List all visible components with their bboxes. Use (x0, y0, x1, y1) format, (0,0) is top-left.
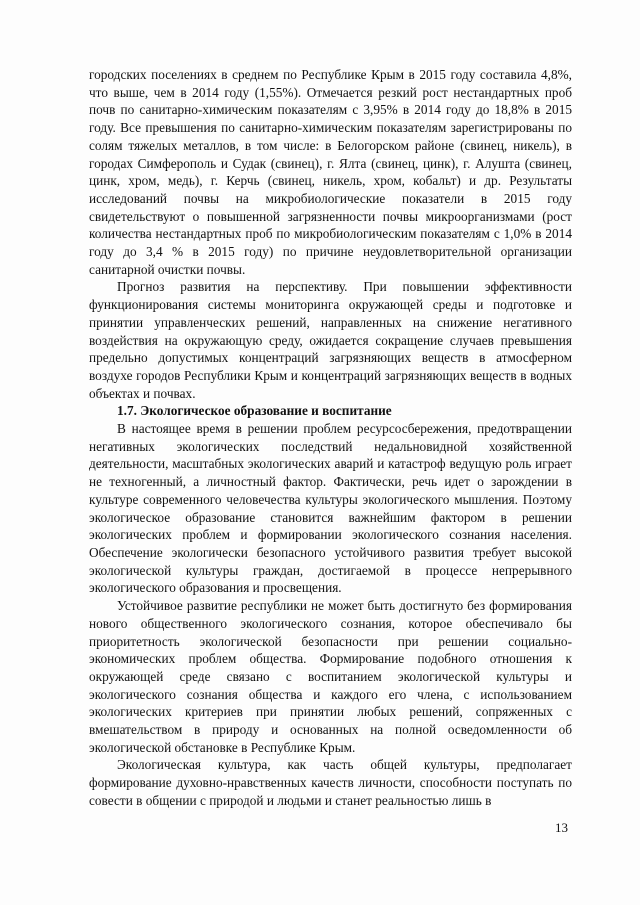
page-body (89, 66, 572, 810)
page-number: 13 (555, 820, 568, 835)
paragraph-ecological-culture: Экологическая культура, как часть общей культуры, предполагает формирование духовно-нравственных качеств личности, способности поступать по совести в общении с природой и людьми и станет реальностью лишь в (89, 757, 572, 808)
paragraph-sustainable-development: Устойчивое развитие республики не может быть достигнуто без формирования нового общественного экологического сознания, которое обеспечивало бы приоритетность экологической безопасности при решении социально-экономических проблем общества. Формирование подобного отношения к окружающей среде связано с воспитанием экологической культуры и экологического сознания общества и каждого его члена, с использованием экологических критериев при принятии любых решений, сопряженных с вмешательством в природу и основанных на полной осведомленности об экологической обстановке в Республике Крым. (89, 598, 572, 755)
paragraph-forecast: Прогноз развития на перспективу. При повышении эффективности функционирования системы мониторинга окружающей среды и подготовке и принятии управленческих решений, направленных на снижение негативного воздействия на окружающую среду, ожидается сокращение случаев превышения предельно допустимых концентраций загрязняющих веществ в атмосферном воздухе городов Республики Крым и концентраций загрязняющих веществ в водных объектах и почвах. (89, 279, 572, 401)
section-heading: 1.7. Экологическое образование и воспитание (117, 403, 392, 419)
paragraph-soil-pollution: городских поселениях в среднем по Республике Крым в 2015 году составила 4,8%, что выше, чем в 2014 году (1,55%). Отмечается резкий рост нестандартных проб почв по санитарно-химическим показателям с 3,95% в 2014 году до 18,8% в 2015 году. Все превышения по санитарно-химическим показателям зарегистрированы по солям тяжелых металлов, в том числе: в Белогорском районе (свинец, никель), в городах Симферополь и Судак (свинец), г. Ялта (свинец, цинк), г. Алушта (свинец, цинк, хром, медь), г. Керчь (свинец, никель, хром, кобальт) и др. Результаты исследований почвы на микробиологические показатели в 2015 году свидетельствуют о повышенной загрязненности почвы микроорганизмами (рост количества нестандартных проб по микробиологическим показателям с 1,0% в 2014 году до 3,4 % в 2015 году) по причине неудовлетворительной организации санитарной очистки почвы. (89, 67, 572, 277)
paragraph-resource-saving: В настоящее время в решении проблем ресурсосбережения, предотвращении негативных экологических последствий недальновидной хозяйственной деятельности, масштабных экологических аварий и катастроф ведущую роль играет не техногенный, а личностный фактор. Фактически, речь идет о зарождении в культуре современного человечества культуры экологического мышления. Поэтому экологическое образование становится важнейшим фактором в решении экологических проблем и формировании экологического сознания населения. Обеспечение экологически безопасного устойчивого развития требует высокой экологической культуры граждан, достигаемой в процессе непрерывного экологического образования и просвещения. (89, 421, 572, 596)
